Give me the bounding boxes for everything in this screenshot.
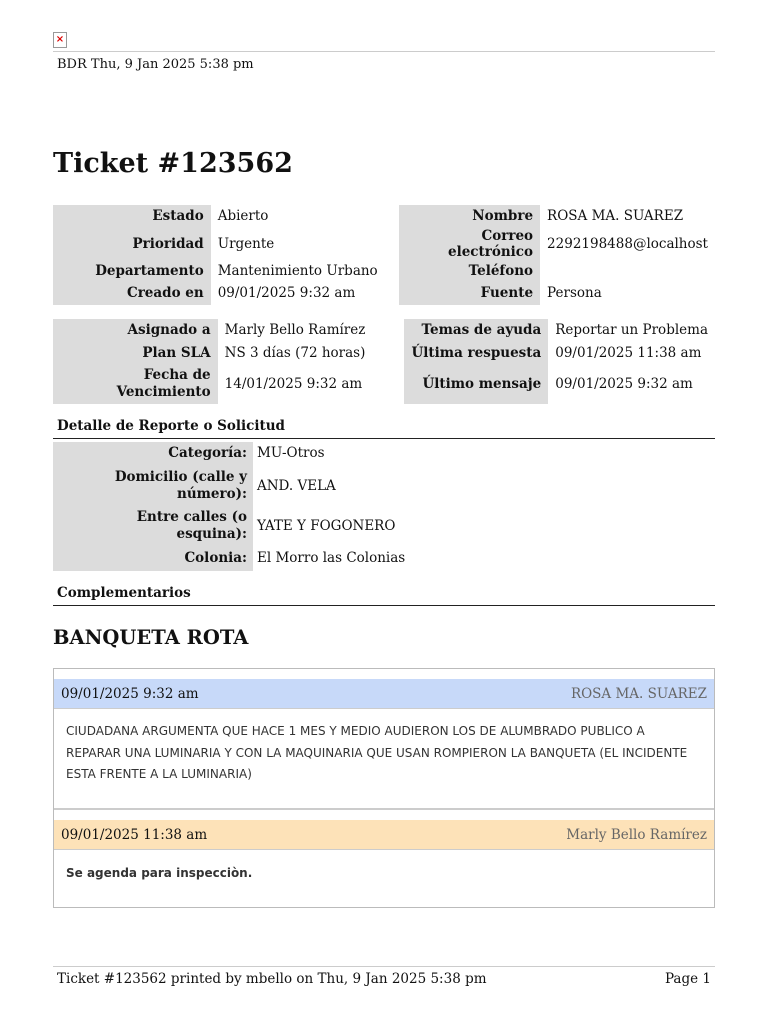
info-label: Correo electrónico bbox=[399, 228, 540, 260]
thread-entry-header bbox=[54, 679, 714, 709]
footer-divider bbox=[53, 966, 715, 967]
detail-row bbox=[53, 545, 411, 571]
broken-image-icon: × bbox=[53, 32, 67, 48]
detail-value: MU-Otros bbox=[257, 445, 325, 461]
info-label: Creado en bbox=[53, 282, 211, 305]
section-heading-detail: Detalle de Reporte o Solicitud bbox=[53, 418, 715, 439]
detail-label: Entre calles (o esquina): bbox=[53, 507, 253, 545]
detail-value: AND. VELA bbox=[257, 477, 336, 494]
info-label: Estado bbox=[53, 205, 211, 228]
footer-page-number: Page 1 bbox=[664, 971, 711, 987]
detail-label: Domicilio (calle y número): bbox=[53, 464, 253, 507]
info-value: 09/01/2025 11:38 am bbox=[555, 344, 702, 361]
info-value: Persona bbox=[547, 285, 602, 302]
ticket-title: Ticket #123562 bbox=[53, 148, 293, 179]
footer-printed-by: Ticket #123562 printed by mbello on Thu, 9 Jan 2025 5:38 pm bbox=[57, 971, 487, 987]
info-row bbox=[53, 228, 715, 260]
info-value: Reportar un Problema bbox=[555, 322, 708, 339]
info-label: Fuente bbox=[399, 282, 540, 305]
entry-message: CIUDADANA ARGUMENTA QUE HACE 1 MES Y MEDIO AUDIERON LOS DE ALUMBRADO PUBLICO A REPARAR UNA LUMINARIA Y CON LA MAQUINARIA QUE USAN ROMPIERON LA BANQUETA (EL INCIDENTE ESTA FRENTE A LA LUMINARIA) bbox=[66, 724, 688, 781]
info-row bbox=[53, 342, 715, 365]
info-value: Urgente bbox=[217, 235, 275, 252]
info-label: Departamento bbox=[53, 260, 211, 283]
info-row bbox=[53, 260, 715, 283]
info-label: Última respuesta bbox=[404, 342, 549, 365]
detail-row bbox=[53, 464, 411, 507]
ticket-info-table-2 bbox=[53, 319, 715, 404]
info-label: Temas de ayuda bbox=[404, 319, 549, 342]
entry-author: ROSA MA. SUAREZ bbox=[570, 685, 707, 702]
message-thread bbox=[53, 668, 715, 908]
detail-label: Colonia: bbox=[53, 545, 253, 571]
info-value: Marly Bello Ramírez bbox=[224, 322, 366, 339]
info-row bbox=[53, 364, 715, 404]
entry-message: Se agenda para inspecciòn. bbox=[66, 866, 253, 880]
info-row bbox=[53, 319, 715, 342]
info-value: NS 3 días (72 horas) bbox=[224, 344, 366, 361]
info-value: Mantenimiento Urbano bbox=[217, 262, 378, 279]
info-value: ROSA MA. SUAREZ bbox=[547, 208, 684, 225]
detail-value: YATE Y FOGONERO bbox=[257, 518, 396, 534]
info-label: Último mensaje bbox=[404, 364, 549, 404]
entry-author: Marly Bello Ramírez bbox=[566, 826, 707, 843]
entry-divider bbox=[54, 808, 714, 810]
entry-timestamp: 09/01/2025 9:32 am bbox=[61, 685, 199, 702]
detail-row bbox=[53, 507, 411, 545]
info-value: 2292198488@localhost bbox=[547, 235, 708, 252]
info-label: Teléfono bbox=[399, 260, 540, 283]
detail-row bbox=[53, 442, 411, 464]
section-heading-complementarios: Complementarios bbox=[53, 585, 715, 606]
info-value: Abierto bbox=[217, 208, 269, 225]
ticket-info-table-1 bbox=[53, 205, 715, 305]
info-value: 14/01/2025 9:32 am bbox=[224, 376, 363, 393]
detail-table bbox=[53, 442, 411, 571]
info-row bbox=[53, 205, 715, 228]
detail-value: El Morro las Colonias bbox=[257, 550, 406, 566]
info-row bbox=[53, 282, 715, 305]
entry-timestamp: 09/01/2025 11:38 am bbox=[61, 826, 208, 843]
detail-label: Categoría: bbox=[53, 442, 253, 464]
header-divider bbox=[53, 51, 715, 52]
info-value: 09/01/2025 9:32 am bbox=[555, 376, 693, 393]
info-value bbox=[540, 260, 715, 283]
info-label: Prioridad bbox=[53, 228, 211, 260]
info-label: Plan SLA bbox=[53, 342, 218, 365]
header-printed-line: BDR Thu, 9 Jan 2025 5:38 pm bbox=[57, 57, 254, 72]
issue-title: BANQUETA ROTA bbox=[53, 626, 249, 649]
info-label: Fecha de Vencimiento bbox=[53, 364, 218, 404]
info-label: Asignado a bbox=[53, 319, 218, 342]
print-page bbox=[53, 0, 715, 1024]
thread-entry-header bbox=[54, 820, 714, 850]
info-label: Nombre bbox=[399, 205, 540, 228]
info-value: 09/01/2025 9:32 am bbox=[217, 285, 356, 302]
